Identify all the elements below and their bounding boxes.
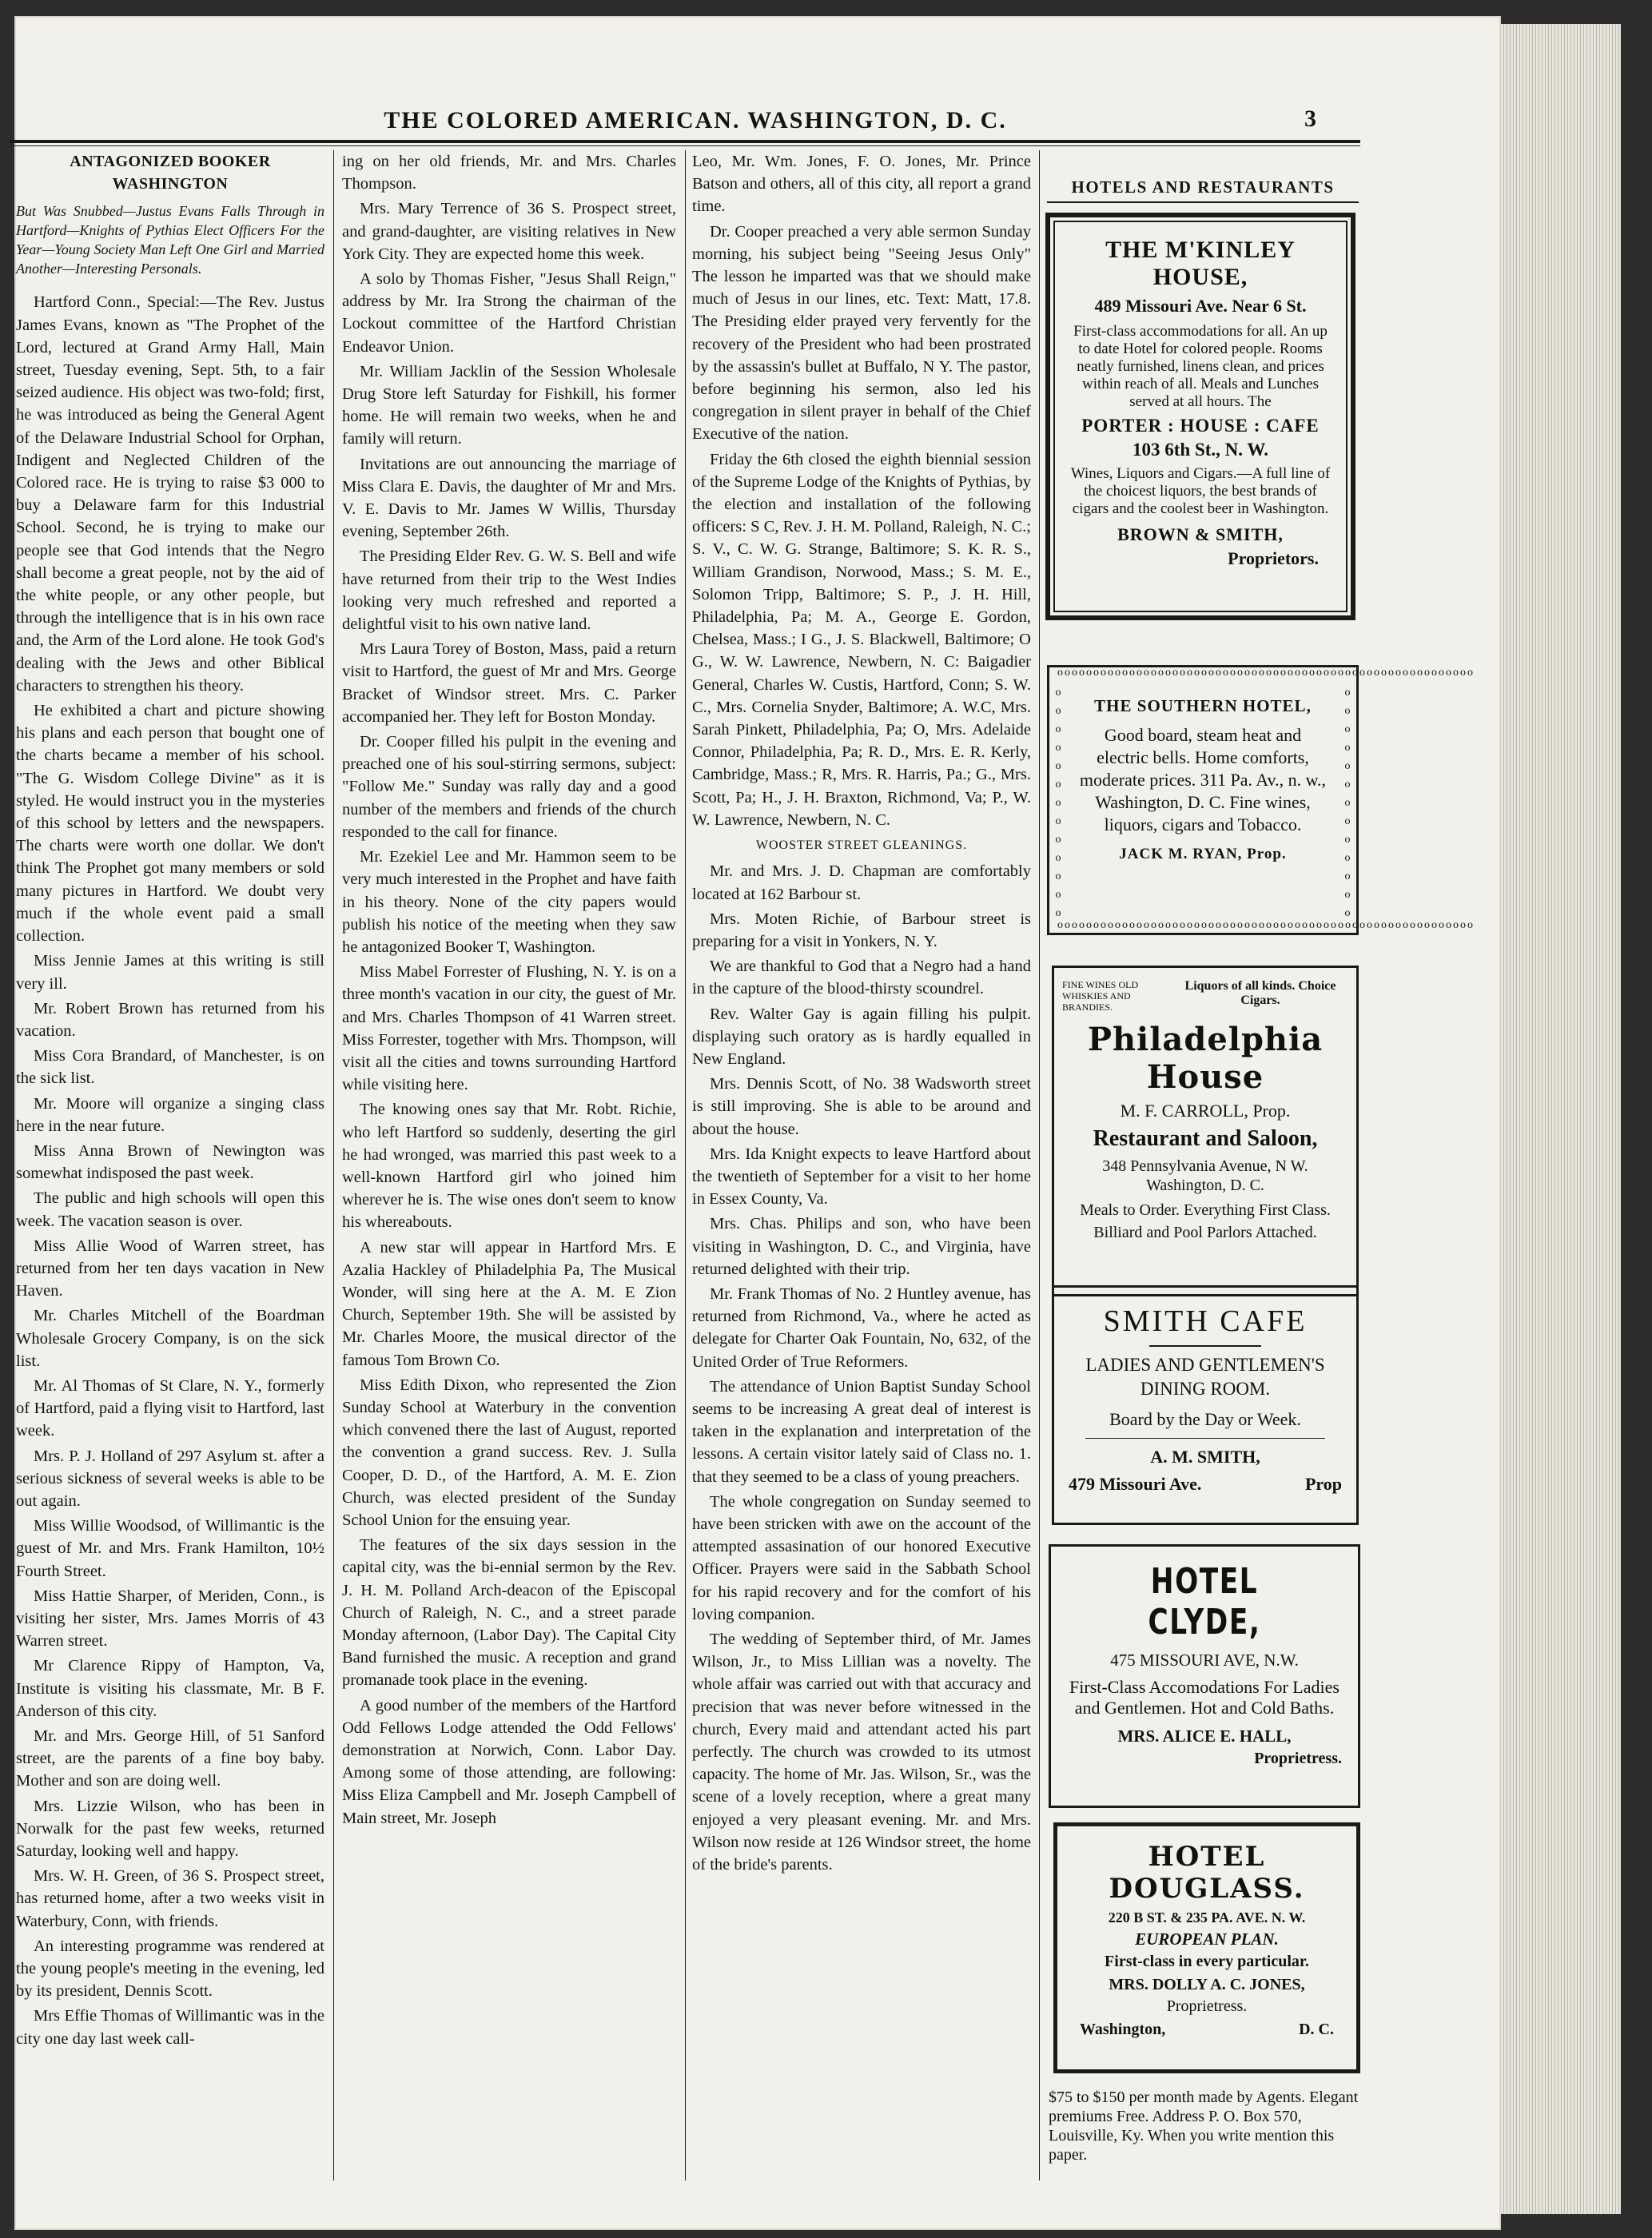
paragraph: Mrs. P. J. Holland of 297 Asylum st. after a serious sickness of several weeks is able to be out again.	[16, 1447, 324, 1510]
paragraph: Friday the 6th closed the eighth biennial session of the Supreme Lodge of the Knights of Pythias, by the election and installation of the following officers: S C, Rev. J. H. M. Polland, Raleigh, N. C.; S. V., C. W. G. Strange, Baltimore; S. K. R. S., William Grandison, Norwood, Mass.; S. M. E., Solomon Tripp, Baltimore; S. P., J. H. Hill, Philadelphia, Pa; M. A., George E. Gordon, Chelsea, Mass.; I G., J. S. Blackwell, Baltimore; O G., W. W. Lawrence, Newbern, N. C: Baigadier General, Charles W. Custis, Hartford, Conn; S. W. C., Mrs. Cornelia Snyder, Baltimore; A. W.C, Mrs. Sarah Pinkett, Philadelphia, Pa; O, Mrs. Adelaide Connor, Philadelphia, Pa; R. D., Mrs. E. R. Kerly, Cambridge, Mass.; R, Mrs. R. Harris, Pa.; G., Mrs. Scott, Pa; H., J. H. Braxton, Richmond, Va; P., W. W. Lawrence, Newbern, N. C.	[692, 450, 1031, 829]
dot-border: o o o o o o o o o o o o o	[1344, 687, 1351, 919]
paragraph: Mr. Charles Mitchell of the Boardman Wholesale Grocery Company, is on the sick list.	[16, 1307, 324, 1370]
paragraph: Mrs. Ida Knight expects to leave Hartford about the twentieth of September for a visit to her home in Essex County, Va.	[692, 1145, 1031, 1209]
paragraph: Mrs. Dennis Scott, of No. 38 Wadsworth street is still improving. She is able to be around and about the house.	[692, 1075, 1031, 1138]
ad-southern-hotel	[1047, 665, 1475, 935]
ad-rule	[1085, 1438, 1325, 1439]
ad-title: SMITH CAFE	[1103, 1304, 1308, 1338]
ads-title-rule	[1047, 201, 1359, 203]
ad-title: Philadelphia House	[1087, 1021, 1324, 1096]
paragraph: The wedding of September third, of Mr. James Wilson, Jr., to Miss Lillian was a novelty. The whole affair was carried out with that accuracy and precision that was never before witnessed in the church, Every maid and attendant acted his part perfectly. The church was crowded to its utmost capacity. The home of Mr. Jas. Wilson, Sr., was the scene of a lovely reception, where a great many enjoyed a very pleasant evening. Mr. and Mrs. Wilson now reside at 126 Windsor street, the home of the bride's parents.	[692, 1631, 1031, 1874]
ad-title: THE M'KINLEY HOUSE,	[1105, 237, 1296, 290]
paragraph: We are thankful to God that a Negro had a hand in the capture of the blood-thirsty scoundrel.	[692, 958, 1031, 998]
paragraph: Mr. and Mrs. George Hill, of 51 Sanford street, are the parents of a fine boy baby. Mother and son are doing well.	[16, 1727, 324, 1790]
ad-body: First-class in every particular.	[1105, 1953, 1309, 1970]
paragraph: Dr. Cooper filled his pulpit in the evening and preached one of his soul-stirring sermons, subject: "Follow Me." Sunday was rally day and a good number of the members and friends of the church responded to the call for finance.	[342, 733, 676, 841]
ad-body: Good board, steam heat and electric bells. Home comforts, moderate prices. 311 Pa. Av., n. w., Washington, D. C. Fine wines, liquors, cigars and Tobacco.	[1079, 725, 1327, 834]
ad-philadelphia-house	[1052, 966, 1359, 1296]
page-number: 3	[1304, 106, 1316, 132]
paragraph: A solo by Thomas Fisher, "Jesus Shall Reign," address by Mr. Ira Strong the chairman of the Lockout committee of the Hartford Christian Endeavor Union.	[342, 270, 676, 356]
ad-proprietress: Proprietress.	[1166, 1997, 1248, 2015]
ad-body: Wines, Liquors and Cigars.—A full line of the choicest liquors, the best brands of cigars and the coolest beer in Washington.	[1070, 465, 1331, 517]
column-rule	[685, 150, 686, 2180]
paragraph: Mr. Al Thomas of St Clare, N. Y., formerly of Hartford, paid a flying visit to Hartford, last week.	[16, 1376, 324, 1440]
ad-mckinley-house	[1045, 213, 1355, 620]
subheading: WOOSTER STREET GLEANINGS.	[755, 838, 968, 853]
paragraph: Mr. William Jacklin of the Session Wholesale Drug Store left Saturday for Fishkill, his former home. He will remain two weeks, when he and family will return.	[342, 362, 676, 448]
dot-border: o o o o o o o o o o o o o	[1055, 687, 1061, 919]
paragraph: Mrs Laura Torey of Boston, Mass, paid a return visit to Hartford, the guest of Mr and Mrs. George Bracket of Windsor street. Mrs. C. Parker accompanied her. They left for Boston Monday.	[342, 640, 676, 726]
masthead-rule-thin	[10, 145, 1360, 146]
paragraph: Miss Edith Dixon, who represented the Zion Sunday School at Waterbury in the convention which convened there the last of August, reported the convention a grand success. Rev. J. Sulla Cooper, D. D., of the Hartford, A. M. E. Zion Church, was elected president of the Sunday School Union for the ensuing year.	[342, 1376, 676, 1529]
ad-address: 489 Missouri Ave. Near 6 St.	[1094, 296, 1307, 316]
paragraph: Miss Anna Brown of Newington was somewhat indisposed the past week.	[16, 1141, 324, 1183]
paragraph: Hartford Conn., Special:—The Rev. Justus James Evans, known as "The Prophet of the Lord, lectured at Grand Army Hall, Main street, Tuesday evening, Sept. 5th, to a fair seized audience. His object was two-fold; first, he was introduced as being the General Agent of the Delaware Industrial School for Orphan, Indigent and Neglected Children of the Colored race. He is trying to raise $3 000 to buy a Delaware farm for this Industrial School. Second, he is trying to make our people see that God intends that the Negro shall become a great people, not by the aid of the white people, or any other people, but through the intelligence that is in his own race and, the Arm of the Lord alone. He took God's dealing with the Jews and other Biblical characters to strengthen his theory.	[16, 293, 324, 695]
paragraph: The knowing ones say that Mr. Robt. Richie, who left Hartford so suddenly, deserting the girl he had wronged, was married this past week to a well-known Hartford girl who joined him wherever he is. The wise ones don't seem to know his whereabouts.	[342, 1101, 676, 1232]
paragraph: The whole congregation on Sunday seemed to have been stricken with awe on the account of the attempted assasination of our honored Executive Officer. Prayers were said in the Sabbath School for his rapid recovery and for the comfort of his loving companion.	[692, 1492, 1031, 1623]
column-2	[342, 150, 676, 1832]
paragraph: Rev. Walter Gay is again filling his pulpit. displaying such oratory as is hardly equalled in New England.	[692, 1005, 1031, 1068]
paragraph: Mrs. W. H. Green, of 36 S. Prospect street, has returned home, after a two weeks visit in Waterbury, Conn, with friends.	[16, 1867, 324, 1930]
paragraph: Invitations are out announcing the marriage of Miss Clara E. Davis, the daughter of Mr and Mrs. V. E. Davis to Mr. James W Willis, Thursday evening, September 26th.	[342, 455, 676, 541]
paragraph: A good number of the members of the Hartford Odd Fellows Lodge attended the Odd Fellows' demonstration at Norwich, Conn. Labor Day. Among some of those attending, are following: Miss Eliza Campbell and Mr. Joseph Campbell of Main street, Mr. Joseph	[342, 1696, 676, 1827]
ad-subtitle: PORTER : HOUSE : CAFE	[1081, 416, 1320, 436]
paragraph: Mr. and Mrs. J. D. Chapman are comfortably located at 162 Barbour st.	[692, 862, 1031, 903]
ad-proprietress: Proprietress.	[1254, 1750, 1342, 1767]
ad-address: 475 MISSOURI AVE, N.W.	[1110, 1651, 1299, 1670]
dot-border: oooooooooooooooooooooooooooooooooooooooooooooooooooooooooo	[1057, 919, 1475, 931]
column-rule	[1039, 150, 1040, 2180]
ad-smith-cafe	[1052, 1285, 1359, 1525]
paragraph: Mr. Robert Brown has returned from his vacation.	[16, 999, 324, 1040]
column-rule	[333, 150, 334, 2180]
paragraph: A new star will appear in Hartford Mrs. E Azalia Hackley of Philadelphia Pa, The Musical Wonder, will sing here at the A. M. E Zion Church, September 19th. She will be assisted by Mr. Charles Moore, the musical director of the famous Tom Brown Co.	[342, 1238, 676, 1369]
ad-rule	[1149, 1345, 1261, 1347]
paragraph: The attendance of Union Baptist Sunday School seems to be increasing A great deal of interest is taken in the explanation and interpretation of the lessons. A certain visitor lately said of Class no. 1. that they seemed to be a class of young preachers.	[692, 1377, 1031, 1486]
paragraph: The public and high schools will open this week. The vacation season is over.	[16, 1189, 324, 1230]
paragraph: Miss Hattie Sharper, of Meriden, Conn., is visiting her sister, Mrs. James Morris of 43 Warren street.	[16, 1587, 324, 1651]
ad-subtitle: Restaurant and Saloon,	[1093, 1126, 1318, 1151]
ads-section-title: HOTELS AND RESTAURANTS	[1071, 177, 1335, 197]
ad-subtitle: LADIES AND GENTLEMEN'S DINING ROOM.	[1085, 1355, 1325, 1399]
ad-body: Billiard and Pool Parlors Attached.	[1093, 1224, 1317, 1241]
paragraph: Mrs. Mary Terrence of 36 S. Prospect street, and grand-daughter, are visiting relatives in New York City. They are expected home this week.	[342, 200, 676, 263]
paragraph: Dr. Cooper preached a very able sermon Sunday morning, his subject being "Seeing Jesus Only" The lesson he imparted was that we should make much of Jesus in our lines, etc. Text: Matt, 17.8. The Presiding elder prayed very fervently for the recovery of the President who had been prostrated by the assassin's bullet at Buffalo, N Y. The pastor, before beginning his sermon, also led his congregation in silent prayer in behalf of the Chief Executive of the nation.	[692, 222, 1031, 444]
ad-address: 479 Missouri Ave.	[1069, 1474, 1202, 1494]
paragraph: Mrs Effie Thomas of Willimantic was in the city one day last week call-	[16, 2007, 324, 2048]
ad-body: Board by the Day or Week.	[1109, 1409, 1301, 1429]
ad-owner: JACK M. RYAN, Prop.	[1119, 846, 1287, 862]
paragraph: He exhibited a chart and picture showing his plans and each person that bought one of the charts became a member of his school. "The G. Wisdom College Divine" as it is styled. He would instruct you in the mysteries of this school by letters and the newspapers. The charts were worth one dollar. We don't think The Prophet got many members or sold many pictures in Hartford. We doubt very much if the whole event paid a small collection.	[16, 702, 324, 946]
ad-small-text: FINE WINES OLD WHISKIES AND BRANDIES.	[1062, 979, 1139, 1013]
ad-address: 348 Pennsylvania Avenue, N W. Washington, D. C.	[1102, 1157, 1308, 1194]
ad-body: First-Class Accomodations For Ladies and Gentlemen. Hot and Cold Baths.	[1069, 1677, 1340, 1718]
ad-prop: Prop	[1304, 1474, 1342, 1494]
column-1	[16, 150, 324, 2053]
paragraph: The features of the six days session in the capital city, was the bi-ennial sermon by the Rev. J. H. M. Polland Arch-deacon of the Episcopal Church of Raleigh, N. C., and a street parade Monday afternoon, (Labor Day). The Capital City Band furnished the music. A reception and grand promanade took place in the evening.	[342, 1536, 676, 1690]
ad-title: THE SOUTHERN HOTEL,	[1094, 696, 1312, 715]
paragraph: Miss Jennie James at this writing is still very ill.	[16, 952, 324, 993]
paragraph: ing on her old friends, Mr. and Mrs. Charles Thompson.	[342, 153, 676, 193]
ad-hotel-clyde	[1049, 1544, 1360, 1808]
ad-proprietors: Proprietors.	[1228, 548, 1319, 568]
ad-title: HOTEL DOUGLASS.	[1109, 1841, 1305, 1905]
ad-small-text: Liquors of all kinds. Choice Cigars.	[1184, 979, 1336, 1007]
column-3	[692, 150, 1031, 1878]
paragraph: Miss Willie Woodsod, of Willimantic is the guest of Mr. and Mrs. Frank Hamilton, 10½ Fourth Street.	[16, 1517, 324, 1580]
dot-border: oooooooooooooooooooooooooooooooooooooooooooooooooooooooooo	[1057, 667, 1475, 679]
paragraph: Mrs. Lizzie Wilson, who has been in Norwalk for the past few weeks, returned Saturday, looking well and happy.	[16, 1797, 324, 1861]
ad-owner: M. F. CARROLL, Prop.	[1120, 1101, 1291, 1121]
ad-plan: EUROPEAN PLAN.	[1135, 1929, 1279, 1949]
headline: ANTAGONIZED BOOKER WASHINGTON	[70, 153, 271, 193]
paragraph: Mr. Frank Thomas of No. 2 Huntley avenue, has returned from Richmond, Va., where he acted as delegate for Charter Oak Fountain, No, 632, of the United Order of True Reformers.	[692, 1284, 1031, 1371]
ad-owner: MRS. ALICE E. HALL,	[1117, 1726, 1292, 1746]
paragraph: Mrs. Chas. Philips and son, who have been visiting in Washington, D. C., and Virginia, have returned delighted with their trip.	[692, 1215, 1031, 1278]
masthead-rule	[10, 140, 1360, 143]
paragraph: An interesting programme was rendered at the young people's meeting in the evening, led by its president, Dennis Scott.	[16, 1937, 324, 2001]
headline-deck: But Was Snubbed—Justus Evans Falls Through in Hartford—Knights of Pythias Elect Officers For the Year—Young Society Man Left One Girl and Married Another—Interesting Personals.	[16, 203, 324, 277]
paragraph: The Presiding Elder Rev. G. W. S. Bell and wife have returned from their trip to the West Indies looking very much refreshed and reported a delightful visit to his own native land.	[342, 548, 676, 634]
page-edges	[1501, 24, 1621, 2214]
paragraph: Mr. Moore will organize a singing class here in the near future.	[16, 1094, 324, 1135]
paragraph: Mrs. Moten Richie, of Barbour street is preparing for a visit in Yonkers, N. Y.	[692, 910, 1031, 950]
ad-state: D. C.	[1299, 2021, 1334, 2038]
ad-city: Washington,	[1080, 2021, 1166, 2038]
masthead: THE COLORED AMERICAN. WASHINGTON, D. C.	[384, 107, 1007, 133]
ad-owner: MRS. DOLLY A. C. JONES,	[1109, 1976, 1305, 1993]
paragraph: Mr. Ezekiel Lee and Mr. Hammon seem to be very much interested in the Prophet and have faith in his theory. None of the city papers would publish his notice of the meeting when they saw he antagonized Booker T, Washington.	[342, 848, 676, 956]
ad-body: Meals to Order. Everything First Class.	[1080, 1201, 1331, 1219]
ad-owner: BROWN & SMITH,	[1117, 524, 1284, 544]
paragraph: Miss Allie Wood of Warren street, has returned from her ten days vacation in New Haven.	[16, 1236, 324, 1300]
paragraph: Mr Clarence Rippy of Hampton, Va, Institute is visiting his classmate, Mr. B F. Anderson of this city.	[16, 1657, 324, 1720]
ad-body: First-class accommodations for all. An up to date Hotel for colored people. Rooms neatly furnished, linens clean, and prices within reach of all. Meals and Lunches served at all hours. The	[1073, 323, 1328, 410]
paragraph: Leo, Mr. Wm. Jones, F. O. Jones, Mr. Prince Batson and others, all of this city, all report a grand time.	[692, 153, 1031, 216]
ad-owner: A. M. SMITH,	[1150, 1447, 1260, 1467]
ad-title: HOTEL CLYDE,	[1148, 1561, 1261, 1643]
ad-hotel-douglass	[1053, 1822, 1360, 2073]
paragraph: Miss Mabel Forrester of Flushing, N. Y. is on a three month's vacation in our city, the guest of Mr. and Mrs. Charles Thompson of 41 Warren street. Miss Forrester, together with Mrs. Thompson, will visit all the cities and towns surrounding Hartford while visiting here.	[342, 963, 676, 1094]
ad-address: 220 B ST. & 235 PA. AVE. N. W.	[1108, 1909, 1306, 1925]
ad-agents-wanted: $75 to $150 per month made by Agents. Elegant premiums Free. Address P. O. Box 570, Louisville, Ky. When you write mention this paper.	[1049, 2089, 1359, 2164]
paragraph: Miss Cora Brandard, of Manchester, is on the sick list.	[16, 1047, 324, 1088]
ad-subaddress: 103 6th St., N. W.	[1133, 440, 1268, 460]
